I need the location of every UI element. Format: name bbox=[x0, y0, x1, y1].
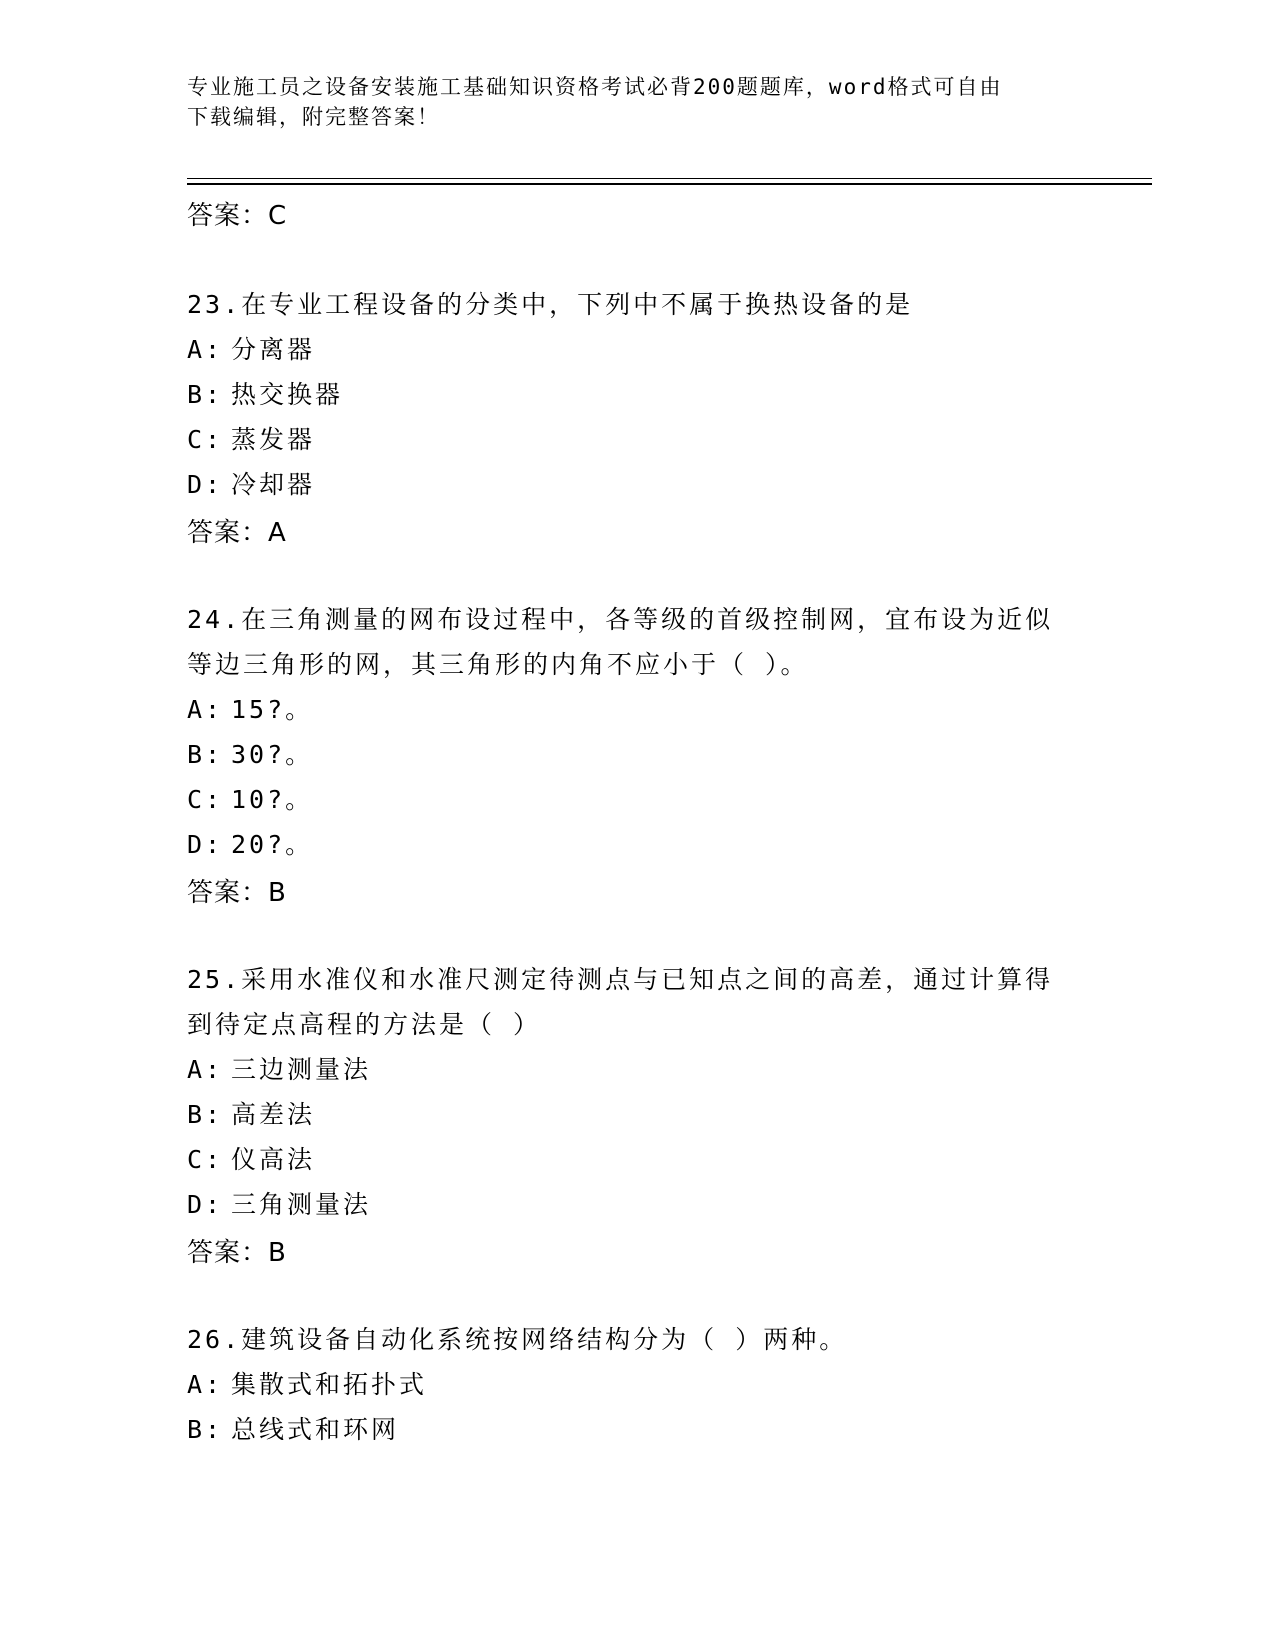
question-stem: 23.在专业工程设备的分类中，下列中不属于换热设备的是 bbox=[187, 290, 914, 319]
option-text: 集散式和拓扑式 bbox=[231, 1370, 428, 1399]
option-text: 冷却器 bbox=[231, 470, 316, 499]
question-stem: 25.采用水准仪和水准尺测定待测点与已知点之间的高差，通过计算得 bbox=[187, 965, 1054, 994]
option-text: 仪高法 bbox=[231, 1145, 316, 1174]
header-rule-thin bbox=[187, 178, 1152, 179]
header-line-2: 下载编辑，附完整答案！ bbox=[187, 105, 440, 129]
option-text: 分离器 bbox=[231, 335, 316, 364]
option-a bbox=[187, 690, 313, 726]
option-key: D: bbox=[187, 470, 224, 499]
header-line-1: 专业施工员之设备安装施工基础知识资格考试必背200题题库，word格式可自由 bbox=[187, 75, 1003, 99]
option-key: C: bbox=[187, 1145, 224, 1174]
option-c bbox=[187, 1140, 315, 1176]
option-b bbox=[187, 375, 343, 411]
question-stem-cont: 到待定点高程的方法是（ ） bbox=[187, 1010, 542, 1039]
option-c bbox=[187, 420, 315, 456]
option-key: B: bbox=[187, 1100, 224, 1129]
option-text: 20?。 bbox=[231, 830, 314, 859]
option-key: B: bbox=[187, 1415, 224, 1444]
option-text: 三边测量法 bbox=[231, 1055, 372, 1084]
answer-line: 答案：B bbox=[187, 1238, 287, 1268]
answer-line: 答案：C bbox=[187, 201, 288, 231]
option-text: 三角测量法 bbox=[231, 1190, 372, 1219]
option-a bbox=[187, 1365, 427, 1401]
question-stem: 24.在三角测量的网布设过程中，各等级的首级控制网，宜布设为近似 bbox=[187, 605, 1054, 634]
option-key: A: bbox=[187, 695, 224, 724]
question-stem-cont: 等边三角形的网，其三角形的内角不应小于（ ）。 bbox=[187, 650, 809, 679]
option-a bbox=[187, 330, 315, 366]
option-text: 30?。 bbox=[231, 740, 314, 769]
header-rule-thick bbox=[187, 183, 1152, 185]
option-key: C: bbox=[187, 785, 224, 814]
option-key: D: bbox=[187, 830, 224, 859]
answer-line: 答案：A bbox=[187, 518, 287, 548]
document-header bbox=[187, 72, 1087, 132]
option-key: A: bbox=[187, 1370, 224, 1399]
option-text: 总线式和环网 bbox=[231, 1415, 400, 1444]
option-text: 15?。 bbox=[231, 695, 314, 724]
option-text: 10?。 bbox=[231, 785, 314, 814]
option-key: A: bbox=[187, 335, 224, 364]
option-b bbox=[187, 735, 313, 771]
option-key: C: bbox=[187, 425, 224, 454]
option-text: 高差法 bbox=[231, 1100, 316, 1129]
option-d bbox=[187, 465, 315, 501]
option-b bbox=[187, 1095, 315, 1131]
option-d bbox=[187, 825, 313, 861]
option-text: 热交换器 bbox=[231, 380, 344, 409]
option-key: D: bbox=[187, 1190, 224, 1219]
option-key: B: bbox=[187, 740, 224, 769]
option-key: A: bbox=[187, 1055, 224, 1084]
question-stem: 26.建筑设备自动化系统按网络结构分为（ ）两种。 bbox=[187, 1325, 848, 1354]
option-text: 蒸发器 bbox=[231, 425, 316, 454]
option-key: B: bbox=[187, 380, 224, 409]
option-a bbox=[187, 1050, 371, 1086]
option-b bbox=[187, 1410, 399, 1446]
option-c bbox=[187, 780, 313, 816]
answer-line: 答案：B bbox=[187, 878, 287, 908]
option-d bbox=[187, 1185, 371, 1221]
